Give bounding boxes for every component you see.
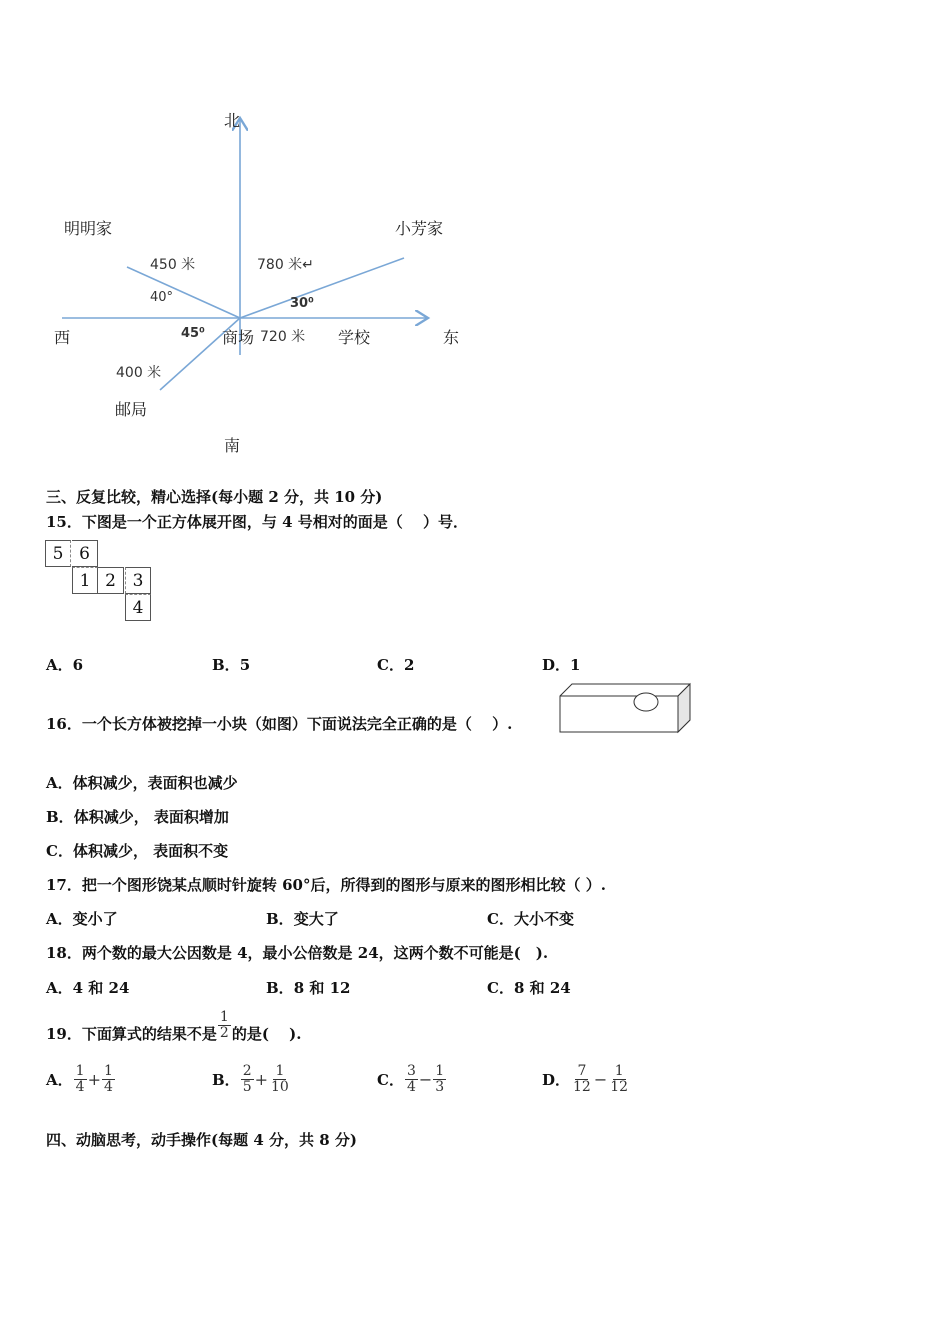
dist-mingming: 450 米 [150,257,196,273]
q15-option-b[interactable]: B．5 [212,656,251,674]
net-cell: 5 [45,540,71,567]
q19-text [46,1005,301,1045]
q16-option-c[interactable]: C．体积减少， 表面积不变 [46,842,229,860]
q16-option-a[interactable]: A．体积减少，表面积也减少 [46,774,238,792]
label-east: 东 [443,328,460,347]
q15-option-d[interactable]: D．1 [542,656,581,674]
fraction: $\frac{1}{3}$ [435,1063,445,1095]
dist-xiaofang: 780 米↵ [257,257,314,273]
label-south: 南 [224,436,241,455]
operator: + [254,1070,269,1089]
q19-option-c[interactable]: C． $\frac{3}{4}$ − $\frac{1}{3}$ [377,1063,445,1095]
fraction-denominator: 2 [219,1024,229,1041]
label-west: 西 [54,328,71,347]
q17-option-c[interactable]: C．大小不变 [487,910,574,928]
cuboid-figure [558,682,698,737]
net-cell: 4 [125,594,151,621]
fraction: $\frac{2}{5}$ [242,1063,252,1095]
q18-option-b[interactable]: B．8 和 12 [266,979,351,997]
net-cell: 3 [125,567,151,594]
cube-net [45,540,155,624]
q16-text: 16．一个长方体被挖掉一小块（如图）下面说法完全正确的是（ ）. [46,715,513,733]
fraction: $\frac{1}{4}$ [75,1063,85,1095]
q19-option-b[interactable]: B． $\frac{2}{5}$ + $\frac{1}{10}$ [212,1063,289,1095]
fraction-numerator: 1 [219,1008,229,1025]
label-mall: 商场 [222,328,255,347]
q19-option-a[interactable]: A． $\frac{1}{4}$ + $\frac{1}{4}$ [46,1063,113,1095]
angle-post: 45⁰ [181,326,205,341]
q15-option-a[interactable]: A．6 [46,656,84,674]
fraction: $\frac{7}{12}$ [573,1063,591,1095]
fraction: $\frac{1}{12}$ [610,1063,629,1095]
section4-title: 四、动脑思考，动手操作(每题 4 分，共 8 分) [46,1131,357,1149]
fraction: $\frac{1}{4}$ [103,1063,113,1095]
q18-option-a[interactable]: A．4 和 24 [46,979,130,997]
label-post-office: 邮局 [115,400,148,419]
label-mingming-home: 明明家 [64,219,113,238]
dist-post: 400 米 [116,365,162,381]
q17-option-a[interactable]: A．变小了 [46,910,118,928]
angle-xiaofang: 30⁰ [290,296,314,311]
q17-text: 17．把一个图形饶某点顺时针旋转 60°后，所得到的图形与原来的图形相比较（ ）. [46,876,606,894]
q15-option-c[interactable]: C．2 [377,656,415,674]
net-cell: 6 [72,540,98,567]
q19-text-before: 19．下面算式的结果不是 [46,1024,217,1043]
operator: − [593,1070,608,1089]
ray-mingming [127,267,240,318]
q19-fraction [218,1010,231,1041]
fraction: $\frac{1}{10}$ [271,1063,289,1095]
section3-title: 三、反复比较，精心选择(每小题 2 分，共 10 分) [46,488,383,506]
label-north: 北 [224,111,241,130]
label-school: 学校 [338,328,371,347]
operator: + [87,1070,101,1089]
angle-mingming: 40° [150,290,174,305]
dist-school: 720 米 [260,329,306,345]
q19-option-d[interactable]: D． $\frac{7}{12}$ − $\frac{1}{12}$ [542,1063,629,1095]
q15-text: 15．下图是一个正方体展开图，与 4 号相对的面是（ ）号． [46,513,468,531]
net-cell: 1 [72,567,98,594]
q19-text-after: 的是( ). [231,1024,302,1043]
q16-option-b[interactable]: B．体积减少， 表面积增加 [46,808,229,826]
fraction: $\frac{3}{4}$ [406,1063,416,1095]
operator: − [418,1070,433,1089]
q18-option-c[interactable]: C．8 和 24 [487,979,571,997]
label-xiaofang-home: 小芳家 [395,219,444,238]
net-cell: 2 [98,567,124,594]
q18-text: 18．两个数的最大公因数是 4，最小公倍数是 24，这两个数不可能是( ). [46,944,549,962]
q17-option-b[interactable]: B．变大了 [266,910,339,928]
